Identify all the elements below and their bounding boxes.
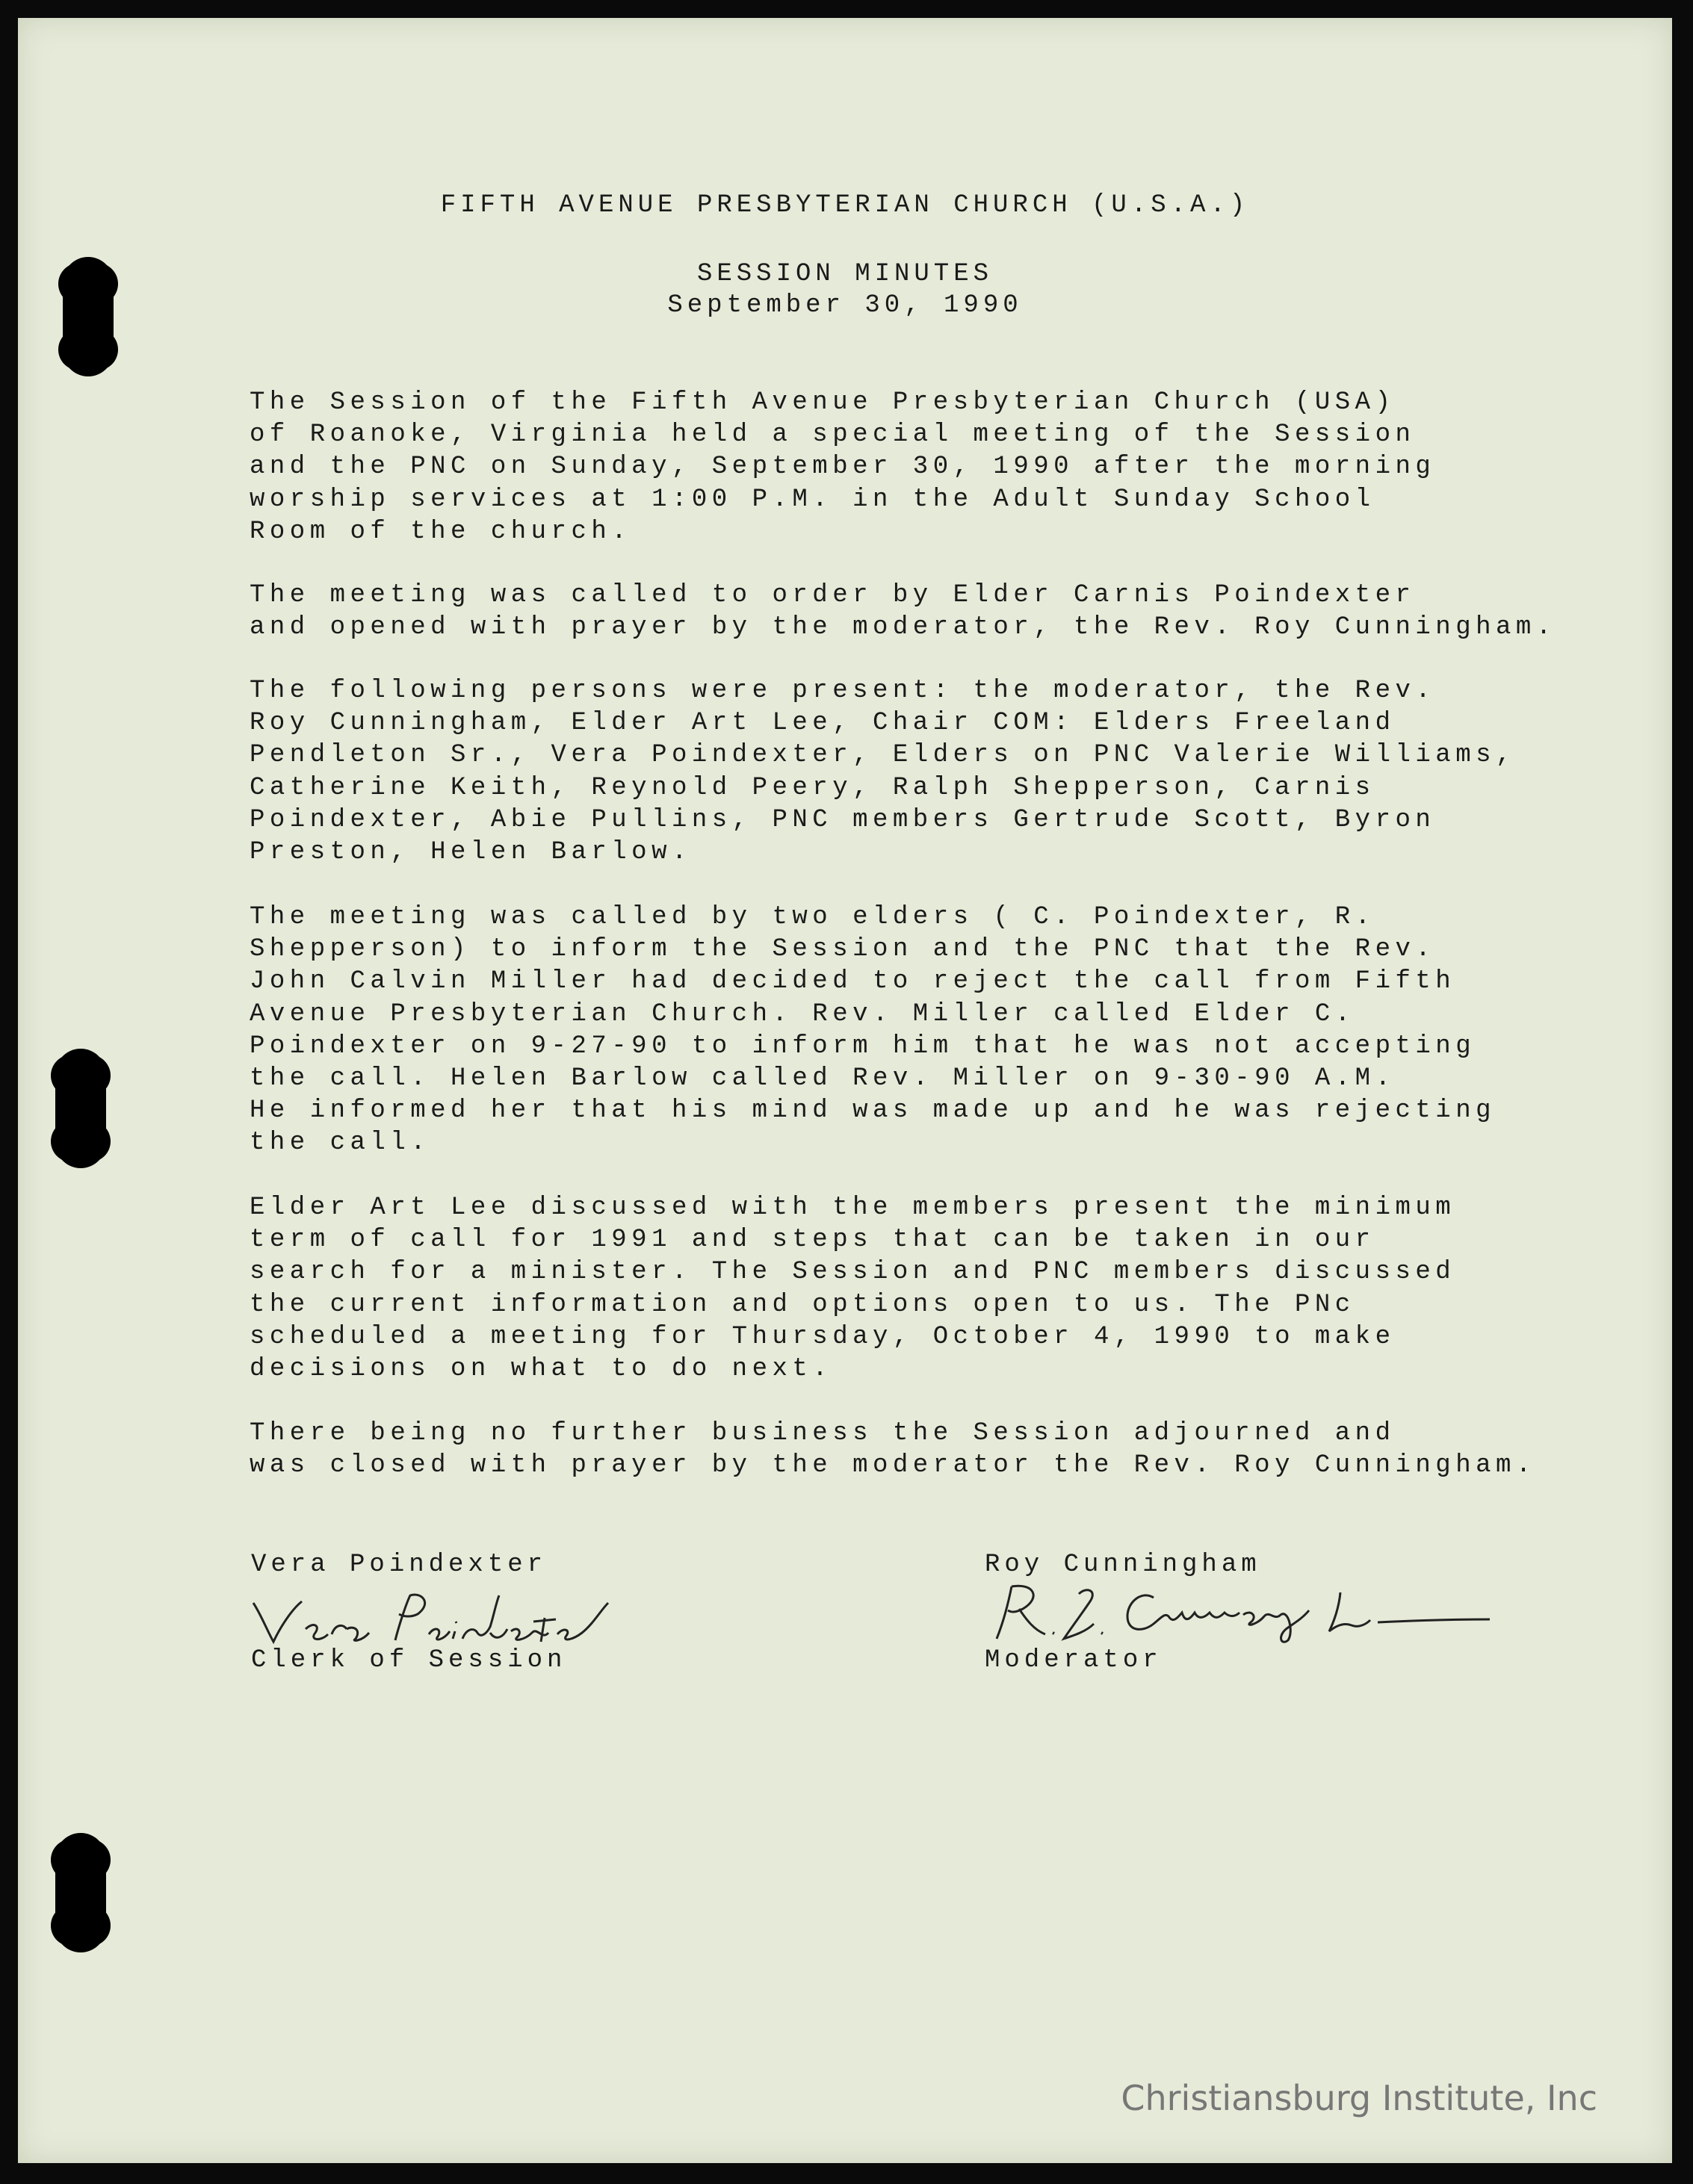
paragraph-adjournment: There being no further business the Session adjourned and was closed with prayer by the moderator the Rev. Roy Cunningham.: [250, 1419, 1536, 1480]
document-title: SESSION MINUTES: [696, 260, 994, 288]
document-page: [18, 18, 1672, 2163]
punch-hole-middle: [55, 1049, 106, 1168]
moderator-signature: [982, 1579, 1505, 1646]
paragraph-purpose: The meeting was called by two elders ( C. Poindexter, R. Shepperson) to inform the Session and the PNC that the Rev. John Calvin Miller had decided to reject the call from Fifth Avenue Presbyterian Church. Rev. Miller called Elder C. Poindexter on 9-27-90 to inform him that he was not accepting the call. Helen Barlow called Rev. Miller on 9-30-90 A.M. He informed her that his mind was made up and he was rejecting the call.: [250, 903, 1497, 1158]
punch-hole-bottom: [55, 1833, 106, 1952]
moderator-name: Roy Cunningham: [985, 1551, 1261, 1579]
paragraph-meeting-info: The Session of the Fifth Avenue Presbyterian Church (USA) of Roanoke, Virginia held a special meeting of the Session and the PNC on Sunday, September 30, 1990 after the morning worship services at 1:00 P.M. in the Adult Sunday School Room of the church.: [250, 388, 1436, 546]
clerk-name: Vera Poindexter: [251, 1551, 548, 1579]
paragraph-call-to-order: The meeting was called to order by Elder Carnis Poindexter and opened with prayer by the moderator, the Rev. Roy Cunningham.: [250, 581, 1556, 642]
church-name: FIFTH AVENUE PRESBYTERIAN CHURCH (U.S.A.): [440, 191, 1250, 220]
watermark-text: Christiansburg Institute, Inc: [1121, 2078, 1597, 2118]
clerk-role: Clerk of Session: [251, 1646, 567, 1675]
meeting-date: September 30, 1990: [667, 291, 1023, 320]
moderator-role: Moderator: [985, 1646, 1163, 1675]
clerk-signature: [250, 1588, 638, 1655]
paragraph-attendees: The following persons were present: the moderator, the Rev. Roy Cunningham, Elder Art Lee, Chair COM: Elders Freeland Pendleton Sr., Vera Poindexter, Elders on PNC Valerie Williams, Catherine Keith, Reynold Peery, Ralph Shepperson, Carnis Poindexter, Abie Pullins, PNC members Gertrude Scott, Byron Preston, Helen Barlow.: [250, 677, 1516, 867]
paragraph-discussion: Elder Art Lee discussed with the members present the minimum term of call for 1991 and steps that can be taken in our search for a minister. The Session and PNC members discussed the current information and options open to us. The PNc scheduled a meeting for Thursday, October 4, 1990 to make decisions on what to do next.: [250, 1194, 1456, 1384]
